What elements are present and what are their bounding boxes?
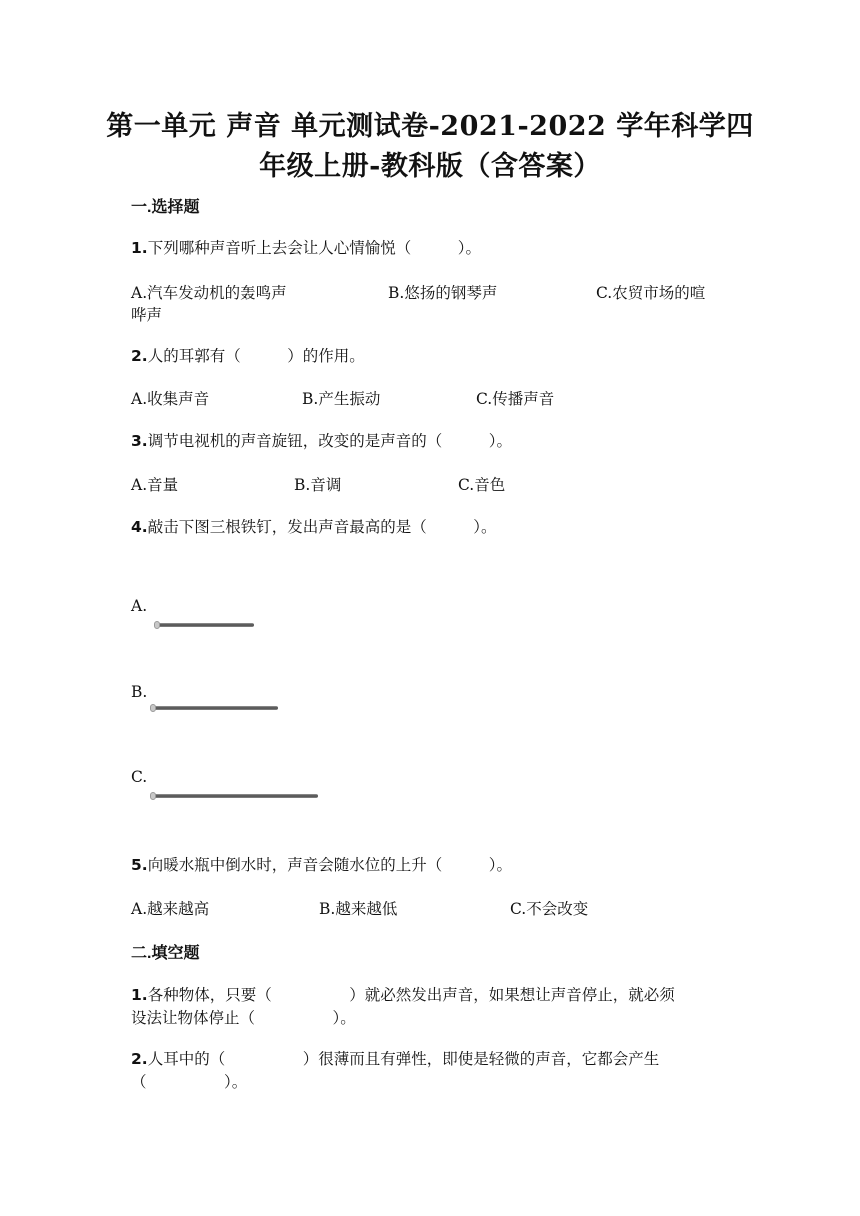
question-text: 向暖水瓶中倒水时，声音会随水位的上升（ ）。 xyxy=(147,856,512,874)
q3-option-a: A.音量 xyxy=(131,476,179,494)
question-text: 敲击下图三根铁钉，发出声音最高的是（ ）。 xyxy=(147,518,497,536)
q2-option-b: B.产生振动 xyxy=(302,390,381,408)
nail-head xyxy=(150,704,156,712)
section-heading-fill: 二.填空题 xyxy=(131,945,200,962)
question-1 xyxy=(131,236,481,258)
fill-question-1-line-2: 设法让物体停止（ ）。 xyxy=(131,1009,356,1027)
question-3 xyxy=(131,429,512,451)
fill-question-2-line-1 xyxy=(131,1047,659,1069)
q5-option-a: A.越来越高 xyxy=(131,900,210,918)
question-text: 各种物体，只要（ ）就必然发出声音，如果想让声音停止，就必须 xyxy=(147,986,675,1004)
q1-option-c: C.农贸市场的喧 xyxy=(596,284,706,302)
fill-question-2-line-2: （ ）。 xyxy=(131,1073,248,1091)
q3-option-b: B.音调 xyxy=(294,476,342,494)
q5-option-b: B.越来越低 xyxy=(319,900,398,918)
q2-option-a: A.收集声音 xyxy=(131,390,210,408)
nail-head xyxy=(154,621,160,629)
nail-short-image xyxy=(158,623,254,627)
q1-option-c-continued: 哗声 xyxy=(131,306,163,324)
question-number: 2. xyxy=(131,347,148,365)
q4-option-b: B. xyxy=(131,683,148,701)
question-number: 1. xyxy=(131,986,148,1004)
question-text: 人的耳郭有（ ）的作用。 xyxy=(147,347,365,365)
q5-option-c: C.不会改变 xyxy=(510,900,589,918)
nail-long-image xyxy=(154,794,318,798)
q2-option-c: C.传播声音 xyxy=(476,390,555,408)
q1-option-a: A.汽车发动机的轰鸣声 xyxy=(131,284,287,302)
question-4 xyxy=(131,515,496,537)
fill-question-1-line-1 xyxy=(131,983,675,1005)
question-text: 下列哪种声音听上去会让人心情愉悦（ ）。 xyxy=(147,239,481,257)
question-number: 3. xyxy=(131,432,148,450)
q4-option-c: C. xyxy=(131,768,148,786)
nail-head xyxy=(150,792,156,800)
page-title-line-1: 第一单元 声音 单元测试卷-2021-2022 学年科学四 xyxy=(106,111,754,142)
question-text: 人耳中的（ ）很薄而且有弹性，即使是轻微的声音，它都会产生 xyxy=(147,1050,660,1068)
question-number: 4. xyxy=(131,518,148,536)
q4-option-a: A. xyxy=(131,597,148,615)
q3-option-c: C.音色 xyxy=(458,476,506,494)
section-heading-choice: 一.选择题 xyxy=(131,199,200,216)
question-5 xyxy=(131,853,512,875)
question-text: 调节电视机的声音旋钮，改变的是声音的（ ）。 xyxy=(147,432,512,450)
question-number: 5. xyxy=(131,856,148,874)
question-number: 2. xyxy=(131,1050,148,1068)
page-title-line-2: 年级上册-教科版（含答案） xyxy=(259,151,601,182)
nail-medium-image xyxy=(154,706,278,710)
question-number: 1. xyxy=(131,239,148,257)
q1-option-b: B.悠扬的钢琴声 xyxy=(388,284,498,302)
question-2 xyxy=(131,344,365,366)
